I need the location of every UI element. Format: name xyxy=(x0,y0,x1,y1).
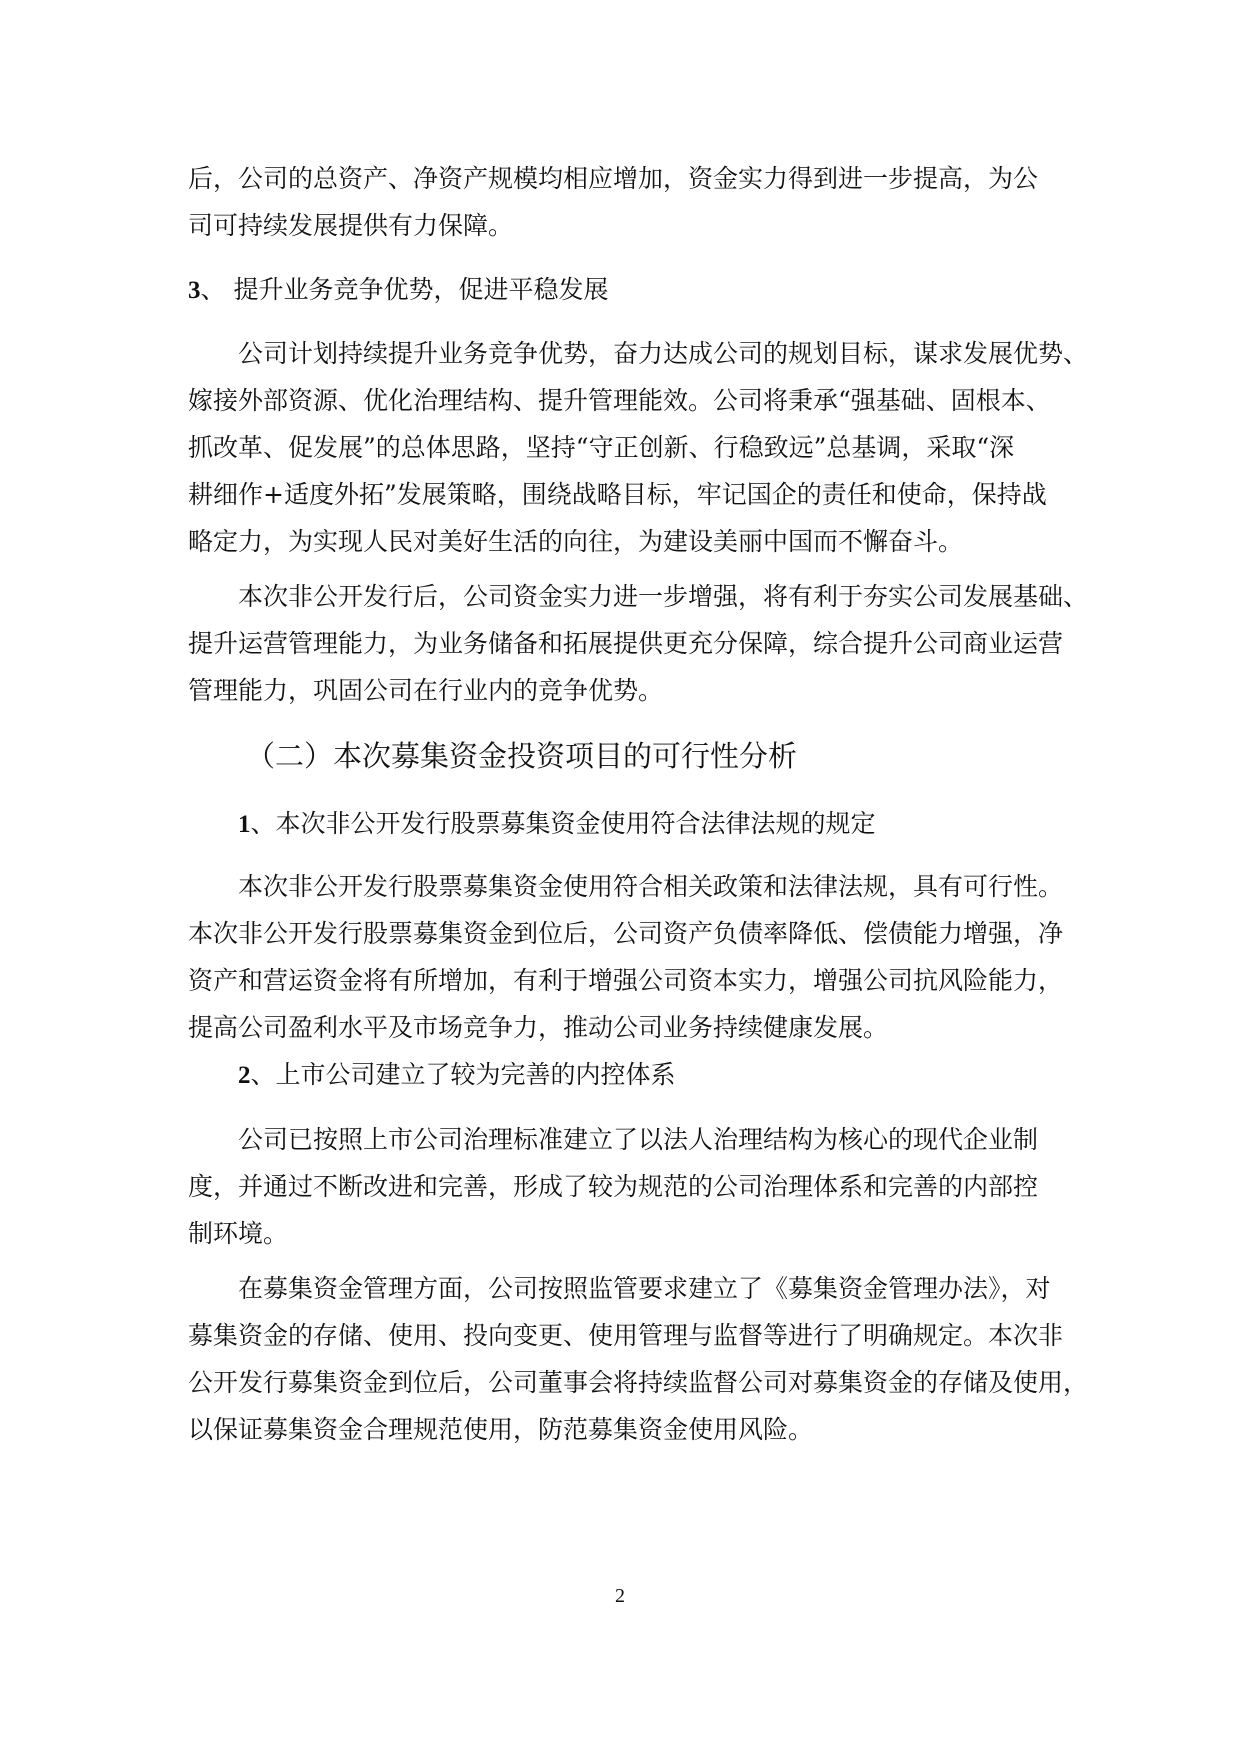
paragraph-line: 募集资金的存储、使用、投向变更、使用管理与监督等进行了明确规定。本次非 xyxy=(188,1321,1064,1350)
heading-text: 、本次非公开发行股票募集资金使用符合法律法规的规定 xyxy=(250,809,876,838)
paragraph-line: 提升运营管理能力，为业务储备和拓展提供更充分保障，综合提升公司商业运营 xyxy=(188,629,1064,658)
heading-number: 3 xyxy=(188,277,201,304)
paragraph-line: 后，公司的总资产、净资产规模均相应增加，资金实力得到进一步提高，为公 xyxy=(188,164,1039,193)
subsection-heading-1 xyxy=(238,804,876,845)
paragraph-line: 抓改革、促发展”的总体思路，坚持“守正创新、行稳致远”总基调，采取“深 xyxy=(188,433,1015,462)
paragraph-line: 管理能力，巩固公司在行业内的竞争优势。 xyxy=(188,676,664,705)
paragraph-line: 司可持续发展提供有力保障。 xyxy=(188,211,514,240)
paragraph-line: 资产和营运资金将有所增加，有利于增强公司资本实力，增强公司抗风险能力， xyxy=(188,966,1064,995)
paragraph-line: 耕细作+适度外拓”发展策略，围绕战略目标，牢记国企的责任和使命，保持战 xyxy=(188,480,1047,509)
heading-text: 、上市公司建立了较为完善的内控体系 xyxy=(250,1060,676,1089)
paragraph-line: 度，并通过不断改进和完善，形成了较为规范的公司治理体系和完善的内部控 xyxy=(188,1172,1039,1201)
paragraph-line: 公开发行募集资金到位后，公司董事会将持续监督公司对募集资金的存储及使用， xyxy=(188,1368,1089,1397)
paragraph-line: 本次非公开发行股票募集资金到位后，公司资产负债率降低、偿债能力增强，净 xyxy=(188,919,1064,948)
paragraph-line: 提高公司盈利水平及市场竞争力，推动公司业务持续健康发展。 xyxy=(188,1013,889,1042)
page-number: 2 xyxy=(615,1585,625,1607)
heading-number: 2 xyxy=(238,1062,251,1089)
heading-text: 、 提升业务竞争优势，促进平稳发展 xyxy=(200,275,609,304)
paragraph-offering xyxy=(188,573,1089,714)
paragraph-control xyxy=(188,1116,1068,1257)
section-heading-3 xyxy=(188,270,608,311)
paragraph-line: 嫁接外部资源、优化治理结构、提升管理能效。公司将秉承“强基础、固根本、 xyxy=(188,386,1051,415)
paragraph-line: 略定力，为实现人民对美好生活的向往，为建设美丽中国而不懈奋斗。 xyxy=(188,527,964,556)
paragraph-legal xyxy=(188,863,1068,1051)
paragraph-intro xyxy=(188,155,1068,249)
paragraph-line: 以保证募集资金合理规范使用，防范募集资金使用风险。 xyxy=(188,1415,814,1444)
heading-number: 1 xyxy=(238,811,251,838)
paragraph-line: 公司已按照上市公司治理标准建立了以法人治理结构为核心的现代企业制 xyxy=(238,1125,1039,1154)
paragraph-line: 本次非公开发行股票募集资金使用符合相关政策和法律法规，具有可行性。 xyxy=(238,872,1064,901)
paragraph-business xyxy=(188,330,1089,565)
paragraph-fund-management xyxy=(188,1265,1089,1453)
paragraph-line: 制环境。 xyxy=(188,1219,289,1248)
section-heading-2: （二）本次募集资金投资项目的可行性分析 xyxy=(246,739,798,773)
paragraph-line: 本次非公开发行后，公司资金实力进一步增强，将有利于夯实公司发展基础、 xyxy=(238,582,1089,611)
paragraph-line: 在募集资金管理方面，公司按照监管要求建立了《募集资金管理办法》，对 xyxy=(238,1274,1051,1303)
subsection-heading-2 xyxy=(238,1055,676,1096)
paragraph-line: 公司计划持续提升业务竞争优势，奋力达成公司的规划目标，谋求发展优势、 xyxy=(238,339,1089,368)
